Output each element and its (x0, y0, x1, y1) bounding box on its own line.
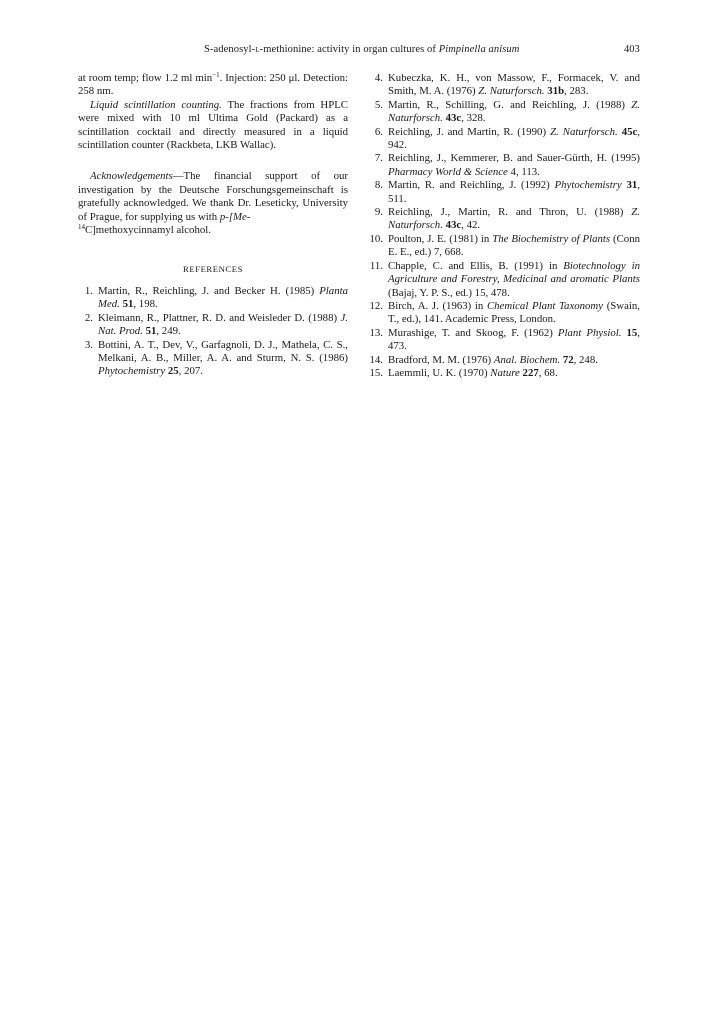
reference-text: Kubeczka, K. H., von Massow, F., Formacek, V. and Smith, M. A. (1976) (388, 72, 640, 98)
reference-journal: Phytochemistry (98, 365, 166, 378)
reference-text: Reichling, J., Kemmerer, B. and Sauer-Gürth, H. (1995) (388, 152, 640, 165)
reference-text: Chapple, C. and Ellis, B. (1991) in (388, 259, 564, 272)
running-head-species: Pimpinella anisum (438, 44, 520, 55)
method-line2: Detection: 258 nm. (78, 72, 348, 98)
reference-text: Martin, R., Reichling, J. and Becker H. (1985) (98, 284, 320, 297)
reference-number: 4. (374, 72, 383, 84)
reference-text: Martin, R. and Reichling, J. (1992) (388, 179, 555, 192)
reference-volume: 43c (442, 112, 462, 125)
reference-number: 2. (84, 311, 93, 324)
reference-journal: Phytochemistry (554, 179, 622, 192)
reference-number: 6. (374, 125, 383, 138)
reference-volume: 31 (621, 179, 638, 192)
reference-tail: , 942. (388, 125, 640, 152)
reference-item (368, 72, 640, 99)
reference-number: 5. (374, 98, 383, 111)
reference-journal: The Biochemistry of Plants (492, 232, 611, 245)
reference-item (368, 367, 640, 380)
method-paragraph (78, 72, 348, 99)
reference-item (78, 285, 348, 312)
reference-number: 7. (374, 152, 383, 165)
references-list-right (368, 72, 640, 380)
reference-volume: 31b (544, 85, 565, 98)
reference-number: 3. (84, 338, 93, 351)
reference-volume: 25 (165, 365, 179, 378)
reference-tail: , 473. (388, 326, 640, 353)
reference-number: 15. (369, 366, 383, 379)
method-line1-tail: . Injection: 250 μl. (219, 72, 301, 84)
ack-sup: 14 (78, 223, 85, 232)
reference-text: Murashige, T. and Skoog, F. (1962) (388, 326, 558, 339)
reference-text: Laemmli, U. K. (1970) (388, 366, 491, 379)
reference-volume: 15 (621, 326, 638, 339)
reference-journal: Z. Naturforsch. (550, 125, 618, 138)
reference-item (368, 206, 640, 233)
references-heading: REFERENCES (183, 264, 243, 275)
reference-tail: , 207. (178, 365, 203, 378)
reference-journal: Plant Physiol. (557, 326, 622, 339)
reference-number: 11. (369, 259, 383, 272)
reference-journal: Planta Med. (98, 284, 348, 311)
reference-text: Reichling, J., Martin, R. and Thron, U. (1988) (388, 206, 632, 219)
reference-journal: Anal. Biochem. (493, 353, 561, 366)
reference-number: 14. (369, 353, 383, 366)
reference-text: Poulton, J. E. (1981) in (388, 232, 493, 245)
lsc-body: The fractions from HPLC were mixed with 10 ml Ultima Gold (Packard) as a scintillation cocktail and directly measured in a liquid scintillation counter (Rackbeta, LKB Wallac). (78, 98, 348, 152)
reference-text: Kleimann, R., Plattner, R. D. and Weisleder D. (1988) (98, 311, 341, 324)
running-head (204, 44, 519, 55)
reference-item (78, 312, 348, 339)
ack-italic: p-[Me- (219, 210, 251, 223)
reference-tail: , 248. (573, 353, 598, 366)
reference-journal: Nature (490, 366, 520, 379)
page-number: 403 (624, 44, 640, 55)
reference-tail: , 328. (461, 112, 486, 125)
right-column (368, 72, 640, 380)
reference-item (368, 179, 640, 206)
reference-journal: Z. Naturforsch. (388, 206, 640, 232)
method-line1: at room temp; flow 1.2 ml min (78, 72, 213, 84)
reference-volume: 43c (442, 219, 462, 232)
reference-text: Martin, R., Schilling, G. and Reichling, J. (1988) (388, 98, 632, 111)
reference-tail: , 283. (564, 85, 589, 98)
ack-heading: Acknowledgements (90, 170, 173, 183)
reference-journal: Z. Naturforsch. (388, 98, 640, 125)
reference-volume: 51 (142, 325, 157, 338)
ack-tail: C]methoxycinnamyl alcohol. (85, 224, 211, 237)
reference-tail: , 42. (461, 219, 481, 232)
reference-journal: Biotechnology in Agriculture and Forestry, Medicinal and aromatic Plants (388, 259, 640, 286)
reference-journal: J. Nat. Prod. (98, 311, 348, 338)
ack-body: —The financial support of our investigation by the Deutsche Forschungsgemeinschaft is gratefully acknowledged. We thank Dr. Leseticky, University of Prague, for supplying us with (78, 170, 348, 223)
reference-tail: (Swain, T., ed.), 141. Academic Press, London. (388, 299, 640, 326)
reference-item (368, 260, 640, 300)
reference-tail: , 68. (538, 366, 558, 379)
reference-number: 8. (374, 179, 383, 192)
running-head-prefix: S-adenosyl- (204, 44, 256, 55)
reference-item (368, 327, 640, 354)
reference-number: 1. (84, 284, 93, 297)
reference-item (368, 126, 640, 153)
reference-journal: Chemical Plant Taxonomy (486, 299, 604, 312)
lsc-paragraph (78, 99, 348, 153)
reference-item (78, 339, 348, 379)
reference-item (368, 300, 640, 327)
reference-volume: 227 (519, 366, 539, 379)
method-sup: −1 (212, 71, 220, 79)
reference-tail: , 249. (156, 325, 181, 338)
left-column (78, 72, 348, 379)
running-head-smallcaps: l (255, 44, 260, 55)
reference-text: Reichling, J. and Martin, R. (1990) (388, 125, 551, 138)
reference-item (368, 152, 640, 179)
reference-journal: Z. Naturforsch. (478, 85, 545, 98)
reference-tail: , 198. (133, 298, 158, 311)
reference-tail: (Bajaj, Y. P. S., ed.) 15, 478. (388, 286, 510, 299)
reference-tail: , 511. (388, 179, 641, 205)
reference-journal: Pharmacy World & Science (388, 165, 508, 178)
reference-number: 10. (369, 232, 383, 245)
reference-number: 12. (369, 299, 383, 312)
reference-item (368, 233, 640, 260)
references-list-left (78, 285, 348, 379)
reference-volume: 72 (560, 353, 574, 366)
acknowledgements-paragraph (78, 170, 348, 237)
reference-item (368, 99, 640, 126)
reference-number: 9. (374, 206, 383, 219)
reference-text: Bottini, A. T., Dev, V., Garfagnoli, D. J., Mathela, C. S., Melkani, A. B., Miller, A. A. and Sturm, N. S. (1986) (98, 338, 348, 364)
reference-volume: 45c (617, 125, 638, 138)
reference-tail: 4, 113. (507, 165, 540, 178)
running-head-middle: -methionine: activity in organ cultures of (259, 44, 439, 55)
reference-tail: (Conn E. E., ed.) 7, 668. (388, 232, 640, 259)
reference-text: Bradford, M. M. (1976) (388, 353, 494, 366)
reference-item (368, 354, 640, 367)
reference-volume: 51 (119, 298, 134, 311)
reference-number: 13. (369, 326, 383, 339)
reference-text: Birch, A. J. (1963) in (388, 299, 487, 312)
lsc-heading: Liquid scintillation counting. (90, 98, 222, 111)
